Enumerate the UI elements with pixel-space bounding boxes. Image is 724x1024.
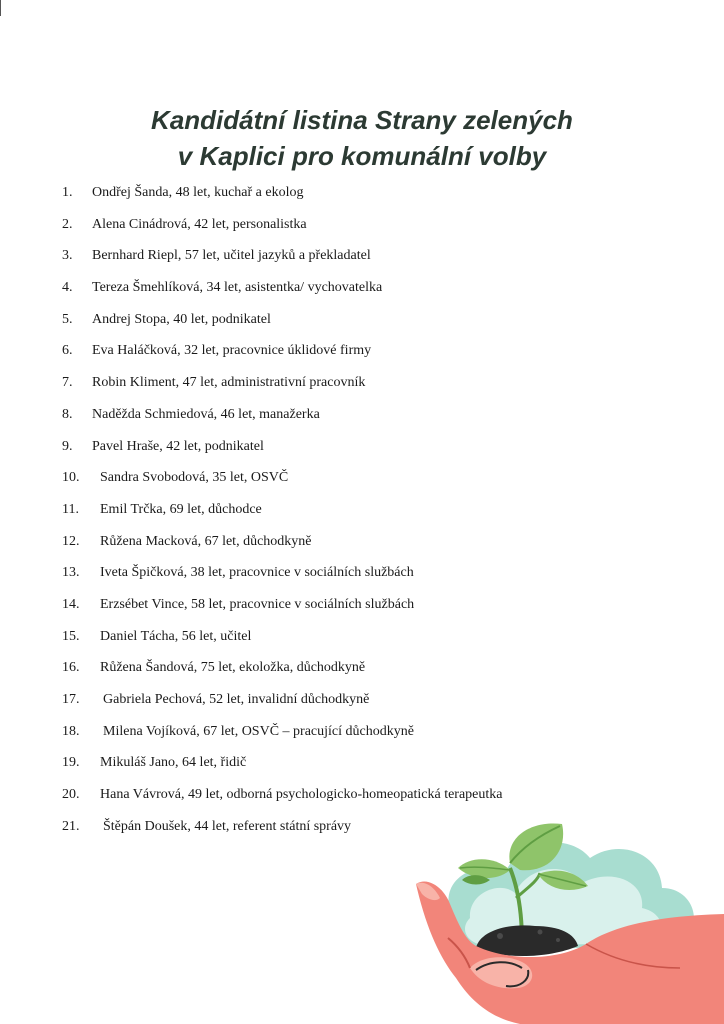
candidate-text: Alena Cinádrová, 42 let, personalistka: [92, 216, 307, 232]
candidate-item: [62, 500, 503, 532]
candidate-text: Naděžda Schmiedová, 46 let, manažerka: [92, 406, 320, 422]
candidate-text: Iveta Špičková, 38 let, pracovnice v sociálních službách: [100, 565, 414, 581]
candidate-text: Růžena Šandová, 75 let, ekoložka, důchodkyně: [100, 660, 366, 676]
candidate-number: 21.: [62, 818, 80, 834]
candidate-number: 18.: [62, 723, 80, 739]
candidate-number: 19.: [62, 755, 80, 771]
candidate-number: 17.: [62, 692, 80, 707]
candidate-number: 10.: [62, 470, 80, 486]
candidate-item: [62, 215, 503, 247]
candidate-number: 20.: [62, 787, 80, 803]
page-corner-mark: [0, 0, 1, 16]
candidate-text: Tereza Šmehlíková, 34 let, asistentka/ vychovatelka: [92, 280, 383, 296]
candidate-list: [62, 183, 503, 848]
candidate-text: Štěpán Doušek, 44 let, referent státní správy: [103, 818, 352, 834]
candidate-text: Růžena Macková, 67 let, důchodkyně: [100, 533, 312, 549]
candidate-text: Ondřej Šanda, 48 let, kuchař a ekolog: [92, 185, 304, 200]
candidate-item: [62, 753, 503, 785]
candidate-number: 1.: [62, 185, 73, 200]
candidate-item: [62, 563, 503, 595]
candidate-text: Pavel Hraše, 42 let, podnikatel: [92, 438, 264, 454]
candidate-text: Bernhard Riepl, 57 let, učitel jazyků a překladatel: [92, 248, 371, 264]
candidate-number: 9.: [62, 438, 73, 454]
candidate-text: Andrej Stopa, 40 let, podnikatel: [92, 311, 271, 327]
candidate-item: [62, 532, 503, 564]
candidate-item: [62, 278, 503, 310]
candidate-item: [62, 722, 503, 754]
candidate-text: Robin Kliment, 47 let, administrativní pracovník: [92, 375, 366, 391]
title-line-2: v Kaplici pro komunální volby: [177, 141, 547, 172]
candidate-number: 12.: [62, 533, 80, 549]
candidate-number: 14.: [62, 596, 80, 612]
candidate-text: Milena Vojíková, 67 let, OSVČ – pracující důchodkyně: [103, 723, 414, 739]
candidate-item: [62, 468, 503, 500]
candidate-number: 16.: [62, 660, 80, 676]
candidate-number: 3.: [62, 248, 73, 264]
candidate-item: [62, 627, 503, 659]
candidate-item: [62, 595, 503, 627]
candidate-item: [62, 437, 503, 469]
candidate-text: Gabriela Pechová, 52 let, invalidní důchodkyně: [103, 692, 370, 707]
candidate-item: [62, 690, 503, 722]
candidate-text: Hana Vávrová, 49 let, odborná psychologicko-homeopatická terapeutka: [100, 787, 503, 803]
candidate-item: [62, 341, 503, 373]
candidate-text: Erzsébet Vince, 58 let, pracovnice v sociálních službách: [100, 596, 415, 612]
candidate-number: 5.: [62, 311, 73, 327]
candidate-item: [62, 405, 503, 437]
candidate-text: Eva Haláčková, 32 let, pracovnice úklidové firmy: [92, 343, 372, 359]
candidate-item: [62, 183, 503, 215]
candidate-item: [62, 373, 503, 405]
candidate-item: [62, 785, 503, 817]
candidate-number: 13.: [62, 565, 80, 581]
candidate-text: Emil Trčka, 69 let, důchodce: [100, 501, 262, 517]
candidate-item: [62, 310, 503, 342]
title-line-1: Kandidátní listina Strany zelených: [151, 105, 573, 136]
candidate-text: Mikuláš Jano, 64 let, řidič: [100, 755, 247, 771]
candidate-number: 8.: [62, 406, 73, 422]
candidate-text: Sandra Svobodová, 35 let, OSVČ: [100, 470, 289, 486]
candidate-number: 11.: [62, 501, 79, 517]
candidate-item: [62, 246, 503, 278]
candidate-number: 2.: [62, 216, 73, 232]
candidate-number: 15.: [62, 628, 80, 644]
candidate-number: 7.: [62, 375, 73, 391]
document-title: [0, 102, 724, 174]
candidate-item: [62, 658, 503, 690]
candidate-number: 6.: [62, 343, 73, 359]
candidate-number: 4.: [62, 280, 73, 296]
hand-holding-plant-icon: [410, 818, 724, 1024]
candidate-text: Daniel Tácha, 56 let, učitel: [100, 628, 252, 644]
